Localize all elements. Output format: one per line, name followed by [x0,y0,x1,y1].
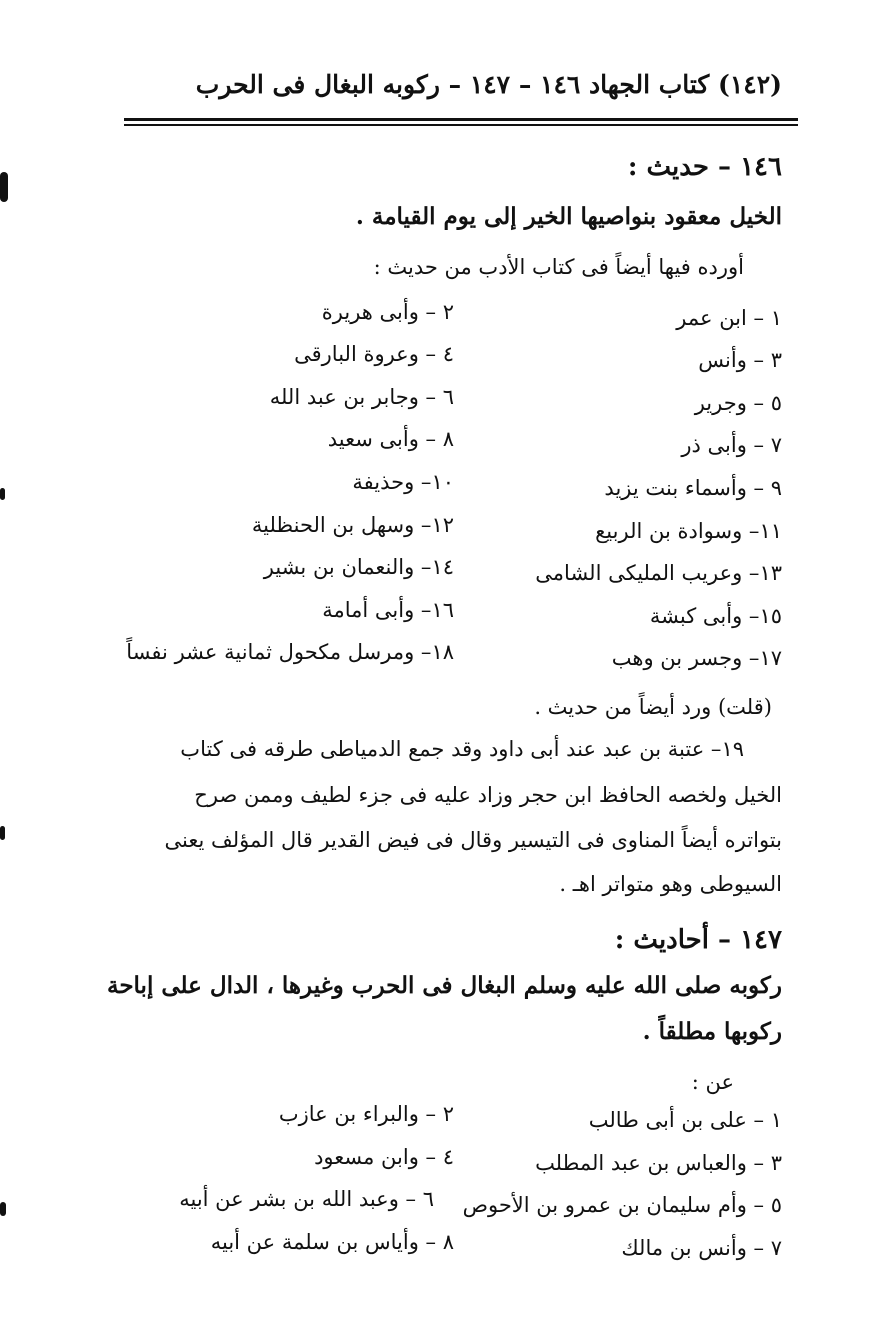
narrator-item: ٨ – وأبى سعيد [327,427,454,451]
narrator-item: ١٨– ومرسل مكحول ثمانية عشر نفساً [126,640,454,664]
narrator-item: ٤ – وابن مسعود [314,1145,454,1169]
section-147-heading: ١٤٧ – أحاديث : [614,925,782,955]
narrator-item: ١٣– وعريب المليكى الشامى [535,561,782,585]
narrator-item: ٢ – والبراء بن عازب [278,1102,454,1126]
scan-margin-mark [0,826,5,840]
running-header: (١٤٢) كتاب الجهاد ١٤٦ – ١٤٧ – ركوبه البغال فى الحرب [195,70,782,99]
paragraph-line: الخيل ولخصه الحافظ ابن حجر وزاد عليه فى جزء لطيف وممن صرح [194,783,782,807]
narrator-item: ٦ – وعبد الله بن بشر عن أبيه [179,1187,434,1211]
section-147-hadith-line: ركوبه صلى الله عليه وسلم البغال فى الحرب وغيرها ، الدال على إباحة [107,972,782,999]
header-rule [124,118,798,121]
narrator-item: ٦ – وجابر بن عبد الله [269,385,454,409]
section-146-intro: أورده فيها أيضاً فى كتاب الأدب من حديث : [373,255,744,279]
narrator-item: ٢ – وأبى هريرة [321,300,454,324]
narrator-item: ١١– وسوادة بن الربيع [595,519,782,543]
narrator-item: ٨ – وأياس بن سلمة عن أبيه [210,1230,454,1254]
narrator-item: ٥ – وجرير [694,391,782,415]
paragraph-line: ١٩– عتبة بن عبد عند أبى داود وقد جمع الدمياطى طرقه فى كتاب [180,737,744,761]
narrator-item: ١٦– وأبى أمامة [322,598,454,622]
scan-margin-mark [0,172,8,202]
narrator-item: ١٧– وجسر بن وهب [611,646,782,670]
narrator-item: ٥ – وأم سليمان بن عمرو بن الأحوص [462,1193,782,1217]
paragraph-line: السيوطى وهو متواتر اهـ . [559,872,782,896]
narrator-item: ٩ – وأسماء بنت يزيد [604,476,782,500]
section-147-intro: عن : [691,1070,734,1094]
narrator-item: ٧ – وأنس بن مالك [621,1236,782,1260]
narrator-item: ٣ – والعباس بن عبد المطلب [535,1151,782,1175]
narrator-item: ٣ – وأنس [698,348,782,372]
narrator-item: ٧ – وأبى ذر [681,433,782,457]
narrator-item: ٤ – وعروة البارقى [294,342,454,366]
narrator-item: ١ – ابن عمر [676,306,782,330]
scan-margin-mark [0,1202,6,1216]
narrator-item: ١٠– وحذيفة [352,470,454,494]
narrator-item: ١٢– وسهل بن الحنظلية [251,513,454,537]
section-146-heading: ١٤٦ – حديث : [627,152,782,182]
narrator-item: ١٥– وأبى كبشة [649,604,782,628]
section-147-hadith-line: ركوبها مطلقاً . [642,1018,782,1045]
paragraph-line: بتواتره أيضاً المناوى فى التيسير وقال فى فيض القدير قال المؤلف يعنى [164,828,782,852]
narrator-item: ١ – على بن أبى طالب [588,1108,782,1132]
section-146-hadith: الخيل معقود بنواصيها الخير إلى يوم القيامة . [355,203,782,230]
header-rule-thin [124,124,798,126]
note-intro: (قلت) ورد أيضاً من حديث . [534,695,772,719]
narrator-item: ١٤– والنعمان بن بشير [263,555,454,579]
scan-margin-mark [0,488,5,500]
